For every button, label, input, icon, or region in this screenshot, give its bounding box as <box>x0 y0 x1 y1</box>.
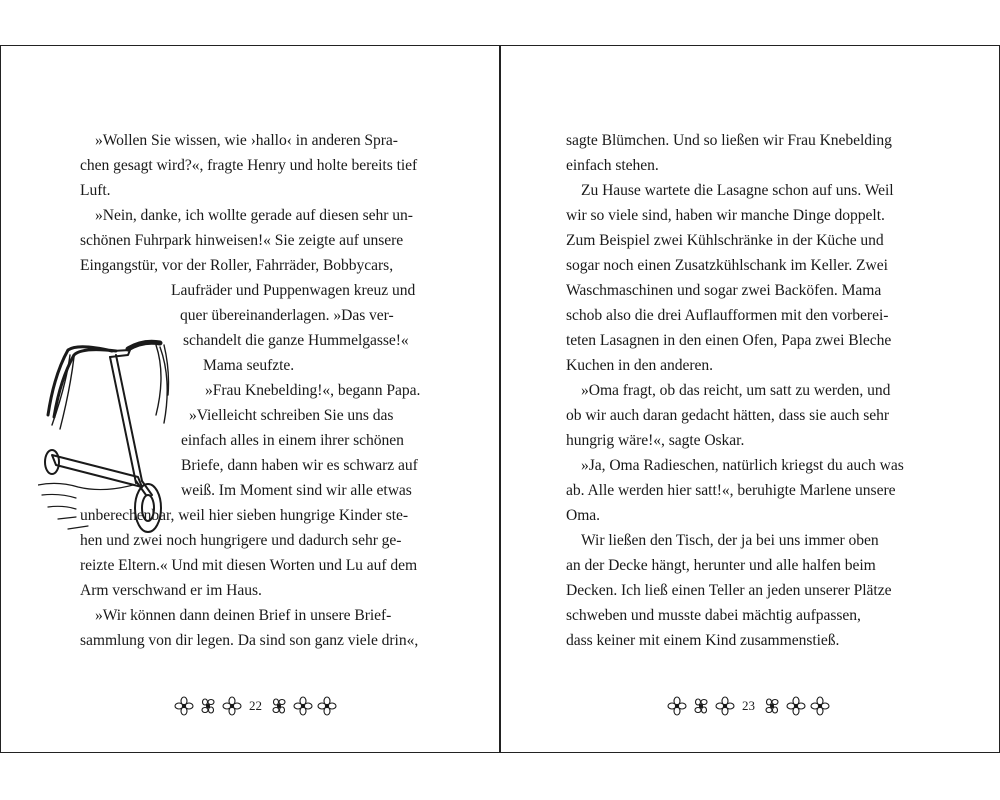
flower-ornament-icon <box>810 696 830 716</box>
text-line: Zu Hause wartete die Lasagne schon auf uns. Weil <box>581 182 894 199</box>
text-line: Laufräder und Puppenwagen kreuz und <box>171 282 416 299</box>
text-line: Eingangstür, vor der Roller, Fahrräder, Bobbycars, <box>80 257 394 274</box>
text-line: reizte Eltern.« Und mit diesen Worten und Lu auf dem <box>80 557 418 574</box>
text-line: einfach stehen. <box>566 157 659 174</box>
flower-ornament-icon <box>762 696 782 716</box>
text-line: Arm verschwand er im Haus. <box>80 582 262 599</box>
text-line: an der Decke hängt, herunter und alle halfen beim <box>566 557 876 574</box>
flower-ornament-icon <box>786 696 806 716</box>
flower-ornament-icon <box>293 696 313 716</box>
text-line: Mama seufzte. <box>203 357 295 374</box>
flower-ornament-icon <box>174 696 194 716</box>
page-number: 23 <box>742 698 755 713</box>
text-line: Briefe, dann haben wir es schwarz auf <box>181 457 418 474</box>
text-line: Zum Beispiel zwei Kühlschränke in der Küche und <box>566 232 884 249</box>
text-line: Wir ließen den Tisch, der ja bei uns immer oben <box>581 532 879 549</box>
text-line: Oma. <box>566 507 601 524</box>
text-line: »Frau Knebelding!«, begann Papa. <box>205 382 421 399</box>
text-line: »Ja, Oma Radieschen, natürlich kriegst du auch was <box>581 457 904 474</box>
flower-ornament-icon <box>222 696 242 716</box>
text-line: »Oma fragt, ob das reicht, um satt zu werden, und <box>581 382 891 399</box>
text-line: Waschmaschinen und sogar zwei Backöfen. Mama <box>566 282 882 299</box>
text-line: »Nein, danke, ich wollte gerade auf diesen sehr un- <box>95 207 413 224</box>
text-line: schönen Fuhrpark hinweisen!« Sie zeigte auf unsere <box>80 232 404 249</box>
page-footer <box>667 691 830 721</box>
text-line: dass keiner mit einem Kind zusammenstieß. <box>566 632 840 649</box>
text-line: sagte Blümchen. Und so ließen wir Frau Knebelding <box>566 132 892 149</box>
text-line: einfach alles in einem ihrer schönen <box>181 432 404 449</box>
text-line: schandelt die ganze Hummelgasse!« <box>183 332 409 349</box>
text-line: unberechenbar, weil hier sieben hungrige Kinder ste- <box>80 507 409 524</box>
text-line: hen und zwei noch hungrigere und dadurch sehr ge- <box>80 532 402 549</box>
text-line: Decken. Ich ließ einen Teller an jeden unserer Plätze <box>566 582 892 599</box>
text-line: ob wir auch daran gedacht hätten, dass sie auch sehr <box>566 407 890 424</box>
text-line: quer übereinanderlagen. »Das ver- <box>180 307 394 324</box>
text-line: schob also die drei Auflaufformen mit den vorberei- <box>566 307 889 324</box>
text-line: hungrig wäre!«, sagte Oskar. <box>566 432 745 449</box>
text-line: teten Lasagnen in den einen Ofen, Papa zwei Bleche <box>566 332 892 349</box>
text-line: weiß. Im Moment sind wir alle etwas <box>181 482 412 499</box>
text-line: wir so viele sind, haben wir manche Dinge doppelt. <box>566 207 885 224</box>
text-line: ab. Alle werden hier satt!«, beruhigte Marlene unsere <box>566 482 896 499</box>
flower-ornament-icon <box>667 696 687 716</box>
text-line: schweben und musste dabei mächtig aufpassen, <box>566 607 861 624</box>
text-line: Kuchen in den anderen. <box>566 357 713 374</box>
flower-ornament-icon <box>269 696 289 716</box>
text-line: »Wir können dann deinen Brief in unsere Brief- <box>95 607 392 624</box>
text-line: sogar noch einen Zusatzkühlschank im Keller. Zwei <box>566 257 888 274</box>
page-number: 22 <box>249 698 262 713</box>
flower-ornament-icon <box>715 696 735 716</box>
flower-ornament-icon <box>198 696 218 716</box>
page-footer <box>174 691 337 721</box>
right-page <box>501 45 1000 753</box>
text-line: »Wollen Sie wissen, wie ›hallo‹ in anderen Spra- <box>95 132 398 149</box>
text-line: Luft. <box>80 182 111 199</box>
flower-ornament-icon <box>691 696 711 716</box>
text-line: »Vielleicht schreiben Sie uns das <box>189 407 394 424</box>
flower-ornament-icon <box>317 696 337 716</box>
text-line: chen gesagt wird?«, fragte Henry und holte bereits tief <box>80 157 418 174</box>
text-line: sammlung von dir legen. Da sind son ganz viele drin«, <box>80 632 419 649</box>
left-page <box>0 45 500 753</box>
